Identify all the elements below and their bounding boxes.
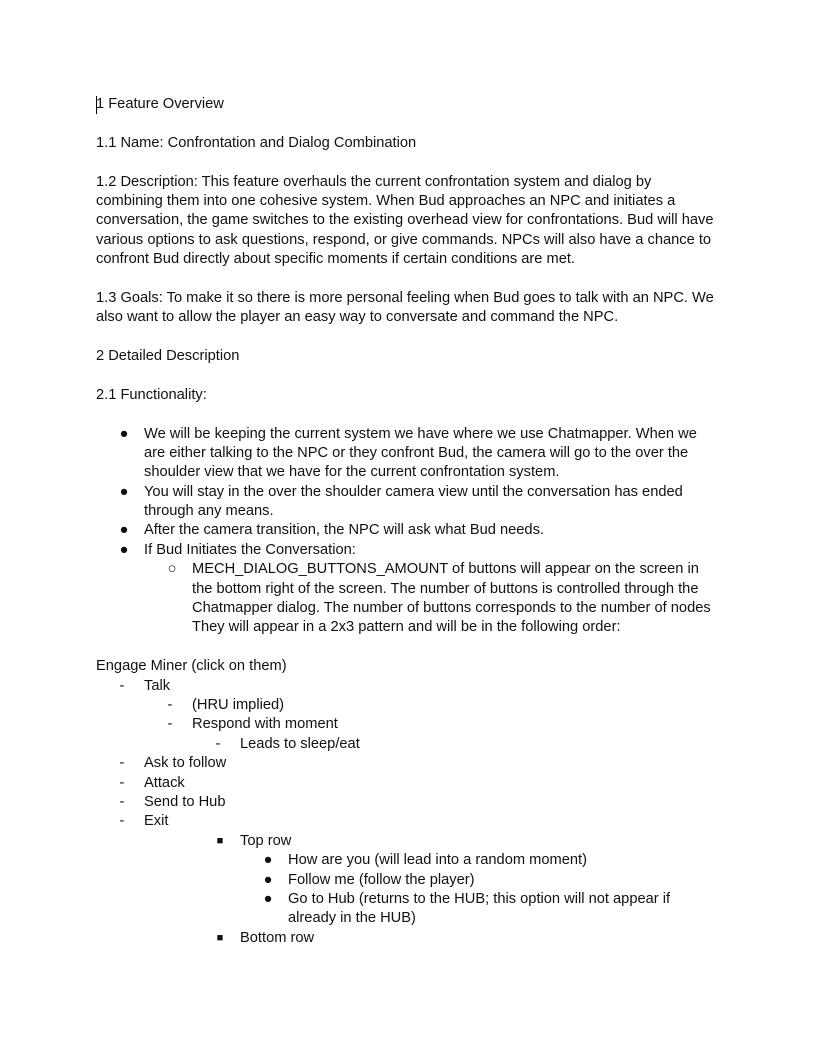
sub-bullet-text: the bottom right of the screen. The number of buttons is controlled through the: [192, 581, 699, 597]
bullet-text: We will be keeping the current system we have where we use Chatmapper. When we: [144, 426, 697, 442]
bottom-row-label: Bottom row: [240, 930, 315, 946]
functionality-heading: 2.1 Functionality:: [96, 387, 207, 403]
top-row-label: Top row: [240, 833, 292, 849]
list-item-follow: Ask to follow: [144, 755, 227, 771]
bullet-dot-icon: ●: [119, 522, 129, 538]
goals-line: 1.3 Goals: To make it so there is more personal feeling when Bud goes to talk with an NPC. We: [96, 290, 714, 306]
bullet-text: You will stay in the over the shoulder camera view until the conversation has ended: [144, 484, 683, 500]
dash-marker: -: [215, 736, 221, 752]
sub-bullet-text: MECH_DIALOG_BUTTONS_AMOUNT of buttons will appear on the screen in: [192, 561, 699, 577]
bullet-text: are either talking to the NPC or they confront Bud, the camera will go to the over the: [144, 445, 689, 461]
sub-bullet-text: They will appear in a 2x3 pattern and will be in the following order:: [192, 619, 621, 635]
name-line: 1.1 Name: Confrontation and Dialog Combination: [96, 135, 417, 151]
sub-bullet-text: Chatmapper dialog. The number of buttons corresponds to the number of nodes: [192, 600, 711, 616]
dash-marker: -: [119, 794, 125, 810]
list-item-leads: Leads to sleep/eat: [240, 736, 360, 752]
bullet-square-icon: ■: [216, 932, 224, 944]
bullet-text: through any means.: [144, 503, 274, 519]
bullet-text: If Bud Initiates the Conversation:: [144, 542, 356, 558]
top-row-item: How are you (will lead into a random moment): [288, 852, 587, 868]
description-line: combining them into one cohesive system. When Bud approaches an NPC and initiates a: [96, 193, 676, 209]
top-row-item: Go to Hub (returns to the HUB; this option will not appear if: [288, 891, 671, 907]
description-line: confront Bud directly about specific moments if certain conditions are met.: [96, 251, 575, 267]
dash-marker: -: [119, 813, 125, 829]
dash-marker: -: [119, 678, 125, 694]
list-item-hru: (HRU implied): [192, 697, 285, 713]
bullet-dot-icon: ●: [119, 542, 129, 558]
dash-marker: -: [167, 716, 173, 732]
description-line: conversation, the game switches to the existing overhead view for confrontations. Bud will have: [96, 212, 714, 228]
description-line: 1.2 Description: This feature overhauls the current confrontation system and dialog by: [96, 174, 652, 190]
dash-marker: -: [119, 755, 125, 771]
bullet-dot-icon: ●: [119, 426, 129, 442]
top-row-item: Follow me (follow the player): [288, 872, 475, 888]
heading-feature-overview: 1 Feature Overview: [96, 96, 224, 112]
goals-line: also want to allow the player an easy way to conversate and command the NPC.: [96, 309, 619, 325]
dash-marker: -: [119, 775, 125, 791]
list-item-talk: Talk: [144, 678, 171, 694]
bullet-text: shoulder view that we have for the current confrontation system.: [144, 464, 560, 480]
heading-detailed-description: 2 Detailed Description: [96, 348, 240, 364]
bullet-dot-icon: ●: [263, 872, 273, 888]
list-item-respond: Respond with moment: [192, 716, 338, 732]
description-line: various options to ask questions, respond, or give commands. NPCs will also have a chance to: [96, 232, 712, 248]
dash-marker: -: [167, 697, 173, 713]
engage-miner-heading: Engage Miner (click on them): [96, 658, 287, 674]
bullet-square-icon: ■: [216, 835, 224, 847]
list-item-exit: Exit: [144, 813, 169, 829]
top-row-item: already in the HUB): [288, 910, 416, 926]
list-item-attack: Attack: [144, 775, 185, 791]
bullet-text: After the camera transition, the NPC will ask what Bud needs.: [144, 522, 544, 538]
list-item-hub: Send to Hub: [144, 794, 226, 810]
bullet-dot-icon: ●: [119, 484, 129, 500]
bullet-dot-icon: ●: [263, 852, 273, 868]
bullet-dot-icon: ●: [263, 891, 273, 907]
bullet-circle-icon: ○: [167, 561, 177, 577]
